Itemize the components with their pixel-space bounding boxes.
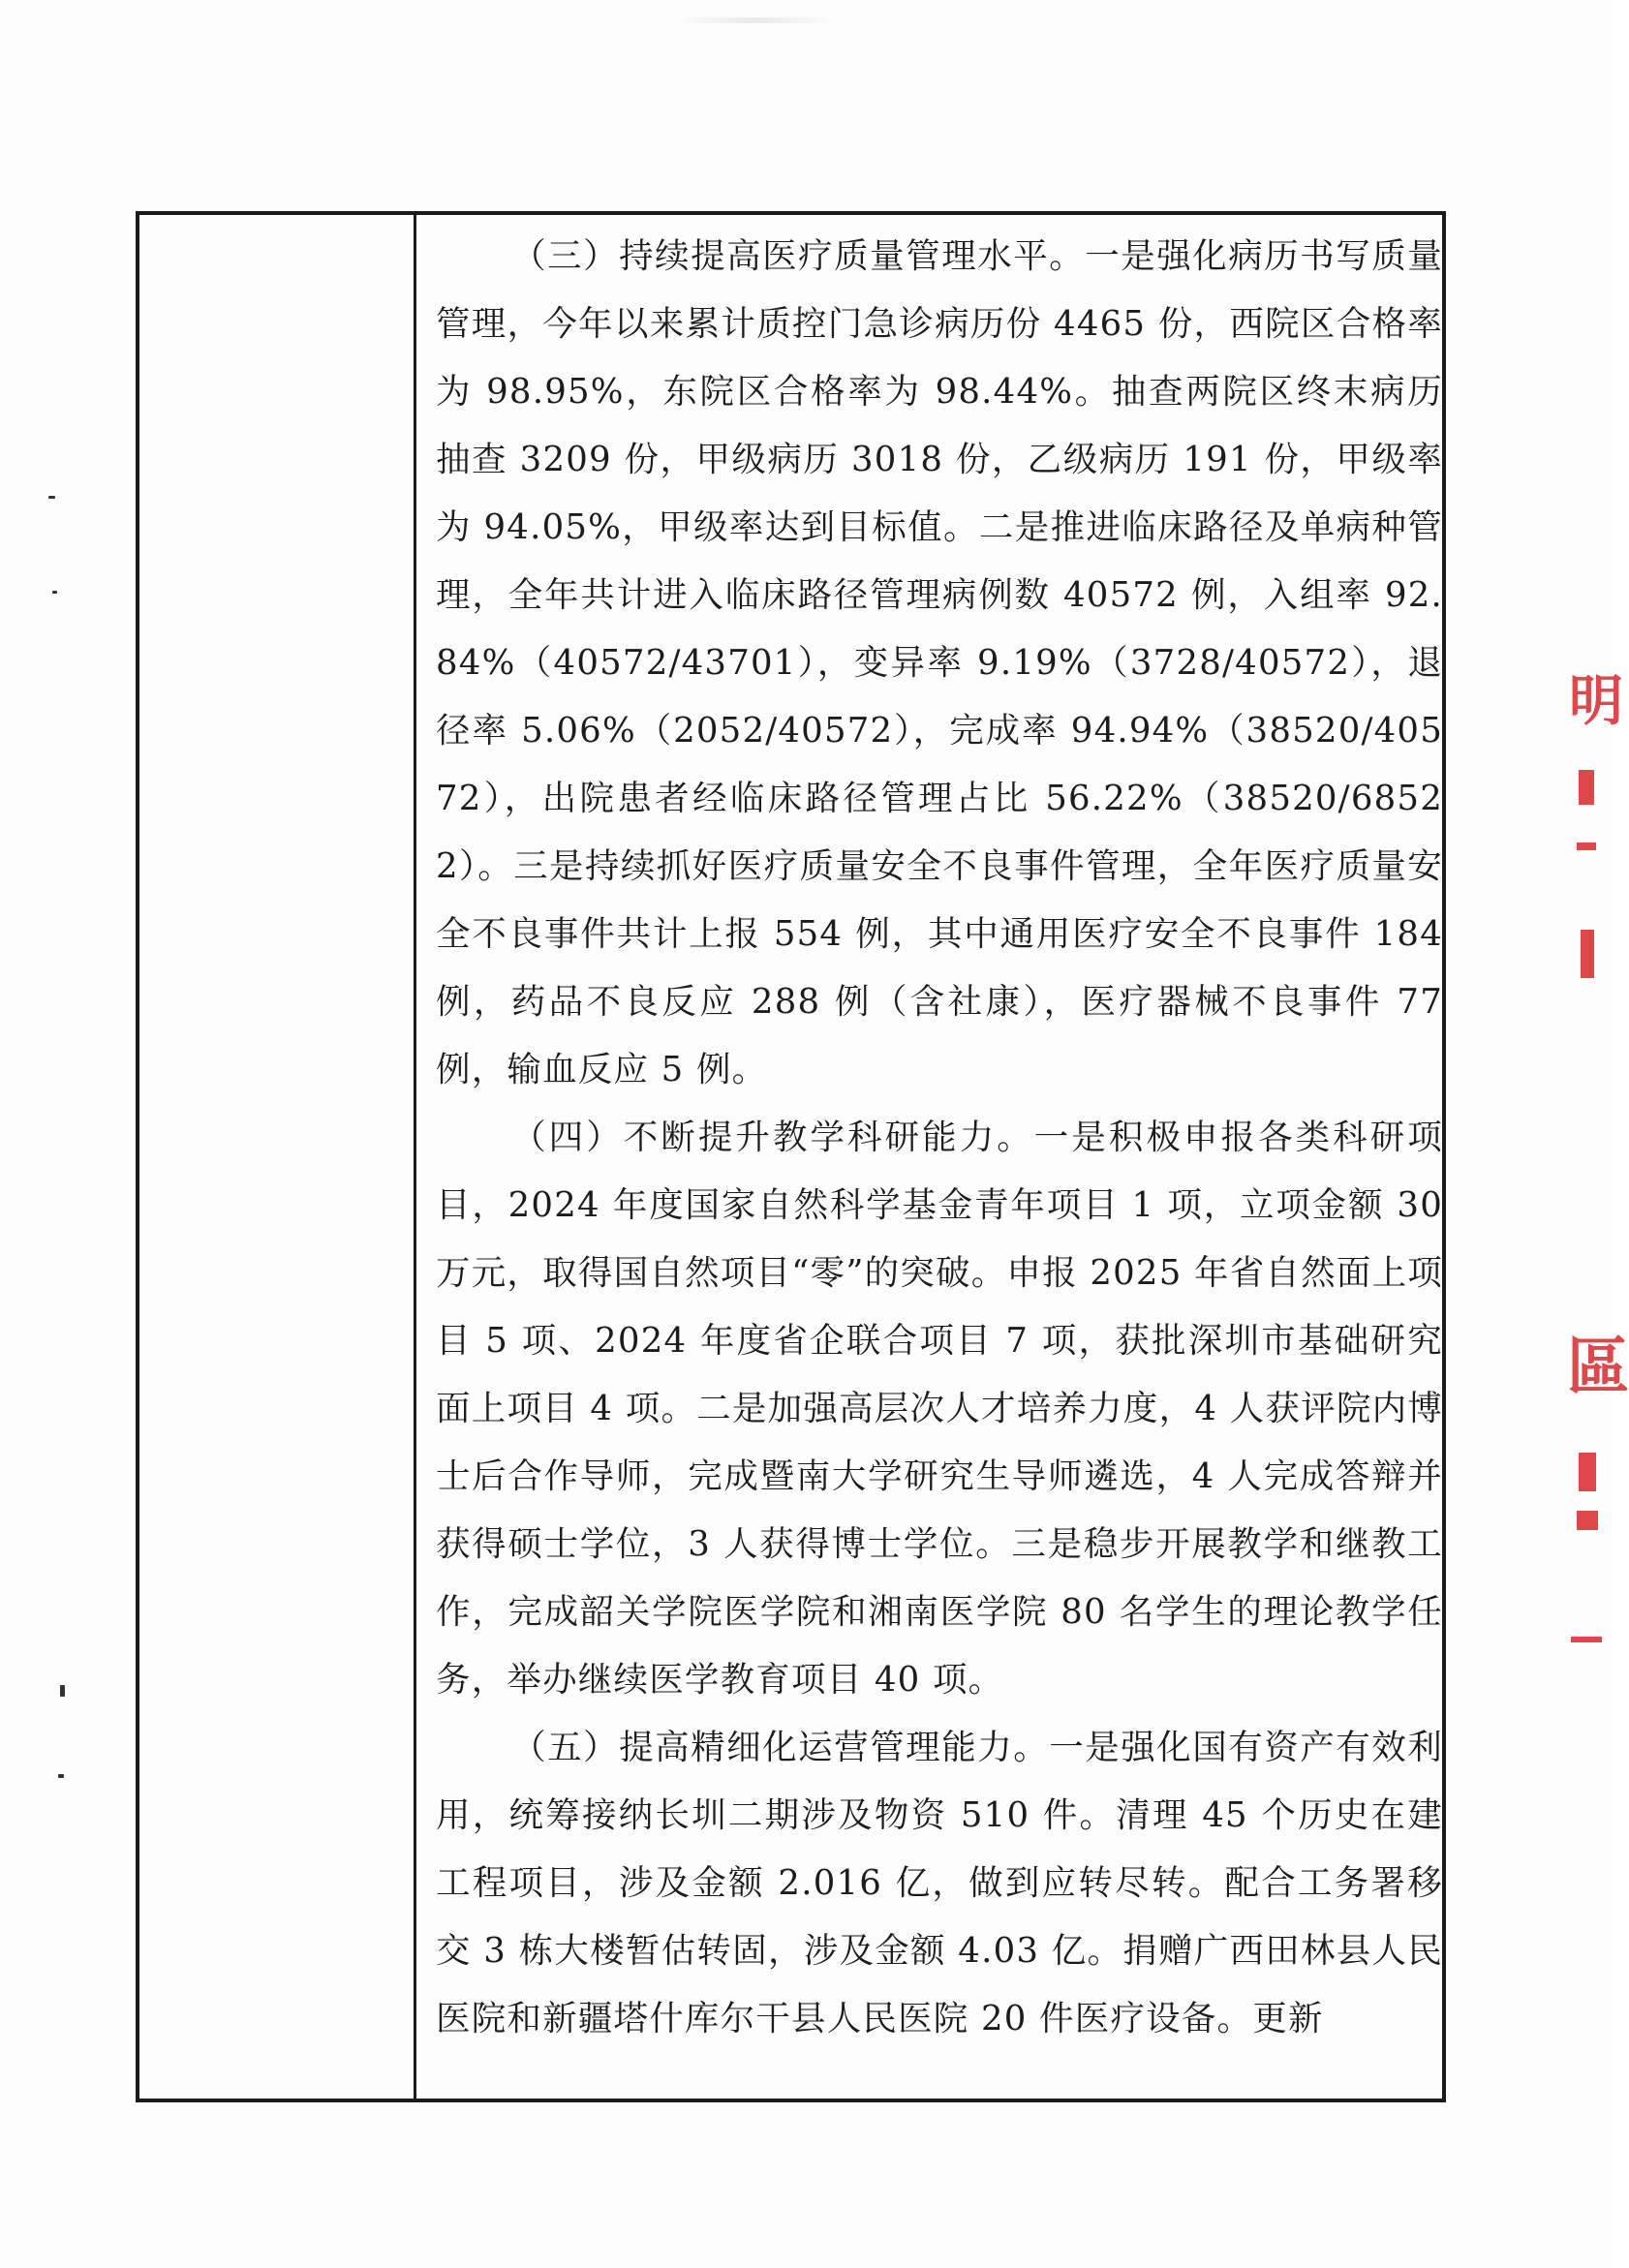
seal-fragment [1581, 930, 1594, 978]
paragraph-operations-management: （五）提高精细化运营管理能力。一是强化国有资产有效利用，统筹接纳长圳二期涉及物资 510 件。清理 45 个历史在建工程项目，涉及金额 2.016 亿，做到应转尽转。配合工务署移交 3 栋大楼暂估转固，涉及金额 4.03 亿。捐赠广西田林县人民医院和新疆塔什库尔干县人民医院 20 件医疗设备。更新 [436, 1728, 1443, 2038]
content-cell [436, 223, 1443, 2092]
column-divider [414, 215, 416, 2099]
seal-fragment [1571, 1637, 1602, 1642]
seal-fragment [1577, 843, 1596, 850]
form-table [136, 211, 1446, 2102]
margin-mark [58, 1774, 64, 1778]
paragraph-teaching-research: （四）不断提升教学科研能力。一是积极申报各类科研项目，2024 年度国家自然科学基金青年项目 1 项，立项金额 30 万元，取得国自然项目“零”的突破。申报 2025 年省自然面上项目 5 项、2024 年度省企联合项目 7 项，获批深圳市基础研究面上项目 4 项。二是加强高层次人才培养力度，4 人获评院内博士后合作导师，完成暨南大学研究生导师遴选，4 人完成答辩并获得硕士学位，3 人获得博士学位。三是稳步开展教学和继教工作，完成韶关学院医学院和湘南医学院 80 名学生的理论教学任务，举办继续医学教育项目 40 项。 [436, 1118, 1443, 1700]
seal-glyph-top: 明 [1569, 669, 1623, 733]
label-cell [139, 215, 414, 2099]
margin-mark [48, 496, 55, 499]
margin-mark [60, 1685, 65, 1697]
seal-fragment [1577, 1511, 1598, 1530]
seal-fragment [1579, 770, 1594, 805]
paragraph-medical-quality: （三）持续提高医疗质量管理水平。一是强化病历书写质量管理，今年以来累计质控门急诊病历份 4465 份，西院区合格率为 98.95%，东院区合格率为 98.44%。抽查两院区终末病历抽查 3209 份，甲级病历 3018 份，乙级病历 191 份，甲级率为 94.05%，甲级率达到目标值。二是推进临床路径及单病种管理，全年共计进入临床路径管理病例数 40572 例，入组率 92.84%（40572/43701），变异率 9.19%（3728/40572），退径率 5.06%（2052/40572），完成率 94.94%（38520/40572），出院患者经临床路径管理占比 56.22%（38520/68522）。三是持续抓好医疗质量安全不良事件管理，全年医疗质量安全不良事件共计上报 554 例，其中通用医疗安全不良事件 184 例，药品不良反应 288 例（含社康），医疗器械不良事件 77 例，输血反应 5 例。 [436, 236, 1443, 1089]
seal-fragment [1579, 1453, 1596, 1491]
seal-glyph-bottom: 區 [1567, 1331, 1629, 1403]
margin-mark [52, 591, 57, 594]
scan-smudge [678, 17, 833, 23]
